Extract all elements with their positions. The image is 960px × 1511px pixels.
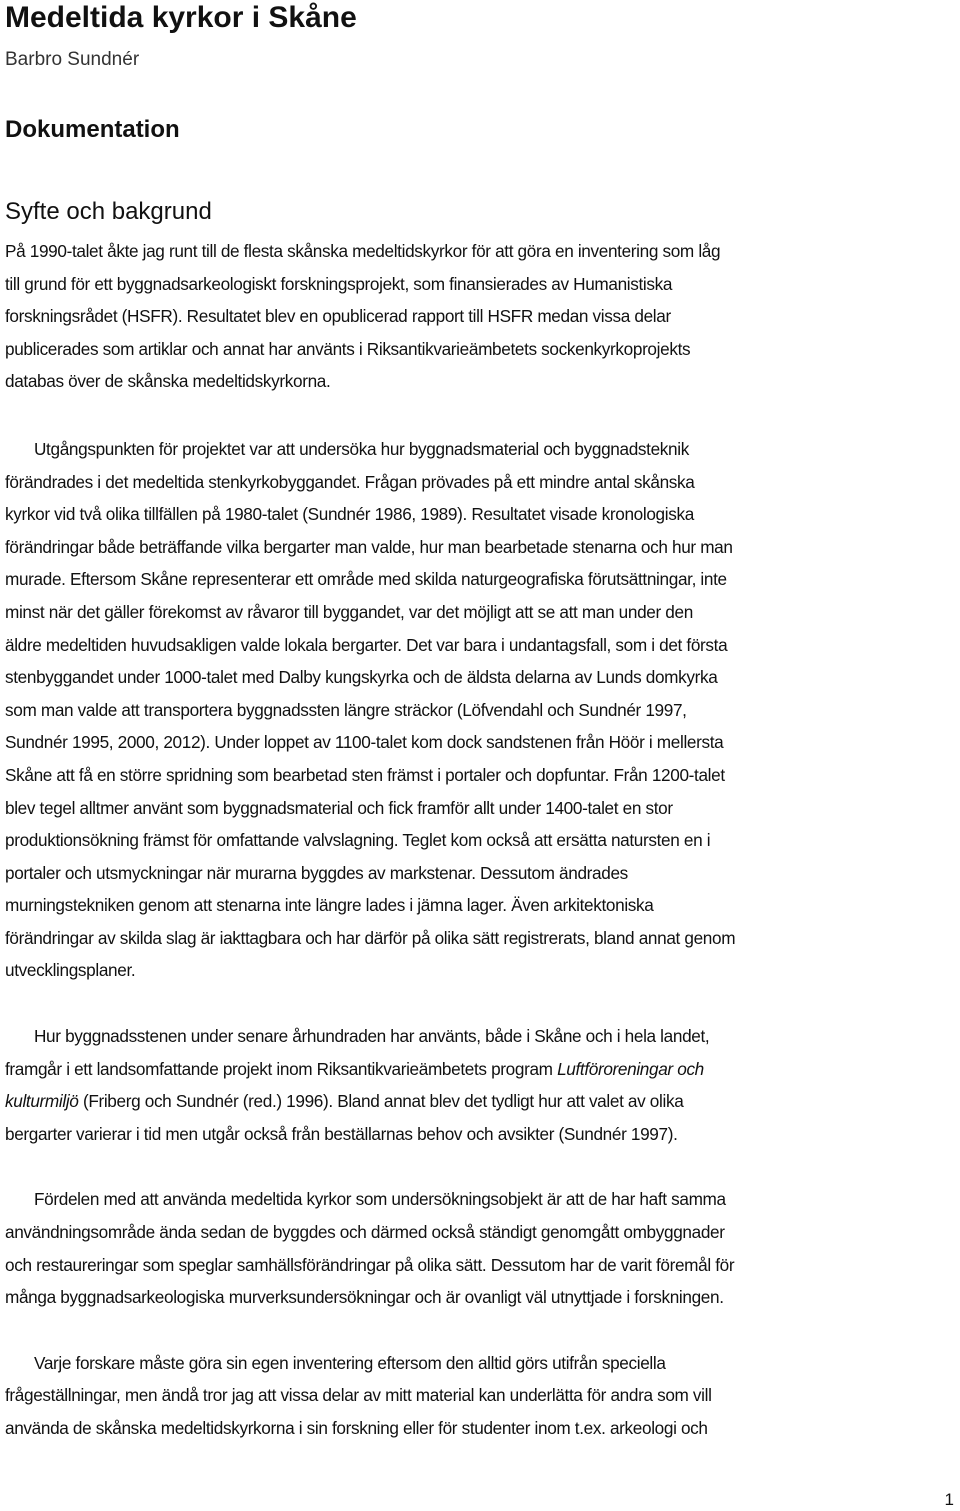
paragraph-line: databas över de skånska medeltidskyrkorna. <box>5 371 331 392</box>
paragraph-line: utvecklingsplaner. <box>5 960 136 981</box>
paragraph-line: produktionsökning främst för omfattande valvslagning. Teglet kom också att ersätta natursten en i <box>5 830 711 851</box>
paragraph-line <box>5 1085 955 1118</box>
paragraph-line: många byggnadsarkeologiska murverksundersökningar och är ovanligt väl utnyttjade i forskningen. <box>5 1287 724 1308</box>
paragraph-line: publicerades som artiklar och annat har använts i Riksantikvarieämbetets sockenkyrkoprojekts <box>5 338 691 359</box>
paragraph-line: blev tegel alltmer använt som byggnadsmaterial och fick framför allt under 1400-talet en stor <box>5 797 673 818</box>
paragraph-line: förändrades i det medeltida stenkyrkobyggandet. Frågan prövades på ett mindre antal skånska <box>5 471 695 492</box>
section-heading: Dokumentation <box>5 116 180 143</box>
paragraph-line: förändringar av skilda slag är iakttagbara och har därför på olika sätt registrerats, bland annat genom <box>5 927 736 948</box>
paragraph-line <box>5 1053 955 1086</box>
paragraph-line: minst när det gäller förekomst av råvaror till byggandet, var det möjligt att se att man under den <box>5 601 693 622</box>
paragraph-line: forskningsrådet (HSFR). Resultatet blev en opublicerad rapport till HSFR medan vissa delar <box>5 306 671 327</box>
paragraph-line: använda de skånska medeltidskyrkorna i sin forskning eller för studenter inom t.ex. arkeologi och <box>5 1418 708 1438</box>
author-name: Barbro Sundnér <box>5 49 140 70</box>
paragraph-4 <box>5 1183 955 1313</box>
paragraph-line: Skåne att få en större spridning som bearbetad sten främst i portaler och dopfuntar. Från 1200-talet <box>5 764 725 785</box>
program-title-italic: Luftföroreningar och <box>557 1058 704 1079</box>
paragraph-line: äldre medeltiden huvudsakligen valde lokala bergarter. Det var bara i undantagsfall, som i det första <box>5 634 728 655</box>
paragraph-line: Hur byggnadsstenen under senare århundraden har använts, både i Skåne och i hela landet, <box>34 1026 710 1047</box>
document-page <box>5 0 955 1445</box>
paragraph-line: kyrkor vid två olika tillfällen på 1980-talet (Sundnér 1986, 1989). Resultatet visade kronologiska <box>5 504 694 525</box>
paragraph-line: murade. Eftersom Skåne representerar ett område med skilda naturgeografiska förutsättningar, inte <box>5 569 727 590</box>
paragraph-line: användningsområde ända sedan de byggdes och därmed också ständigt genomgått ombyggnader <box>5 1222 725 1243</box>
document-title: Medeltida kyrkor i Skåne <box>5 1 357 34</box>
paragraph-2 <box>5 433 955 987</box>
paragraph-line: frågeställningar, men ändå tror jag att vissa delar av mitt material kan underlätta för andra som vill <box>5 1385 712 1406</box>
paragraph-3 <box>5 1020 955 1150</box>
paragraph-text: framgår i ett landsomfattande projekt inom Riksantikvarieämbetets program <box>5 1058 558 1079</box>
paragraph-text: (Friberg och Sundnér (red.) 1996). Bland annat blev det tydligt hur att valet av olika <box>78 1091 684 1112</box>
paragraph-line: stenbyggandet under 1000-talet med Dalby kungskyrka och de äldsta delarna av Lunds domkyrka <box>5 667 718 688</box>
paragraph-line: Utgångspunkten för projektet var att undersöka hur byggnadsmaterial och byggnadsteknik <box>34 438 689 459</box>
paragraph-line: som man valde att transportera byggnadssten längre sträckor (Löfvendahl och Sundnér 1997, <box>5 699 687 720</box>
paragraph-line: Varje forskare måste göra sin egen inventering eftersom den alltid görs utifrån speciella <box>34 1352 666 1373</box>
paragraph-line: Fördelen med att använda medeltida kyrkor som undersökningsobjekt är att de har haft samma <box>34 1189 726 1210</box>
paragraph-line: portaler och utsmyckningar när murarna byggdes av markstenar. Dessutom ändrades <box>5 862 628 883</box>
page-number: 1 <box>944 1490 954 1509</box>
paragraph-line: till grund för ett byggnadsarkeologiskt forskningsprojekt, som finansierades av Humanistiska <box>5 273 673 294</box>
paragraph-line: och restaureringar som speglar samhällsförändringar på olika sätt. Dessutom har de varit föremål för <box>5 1254 735 1275</box>
subsection-heading: Syfte och bakgrund <box>5 198 212 225</box>
program-title-italic: kulturmiljö <box>5 1091 79 1112</box>
paragraph-1 <box>5 235 955 398</box>
paragraph-line: murningstekniken genom att stenarna inte längre lades i jämna lager. Även arkitektoniska <box>5 895 654 916</box>
paragraph-line: På 1990-talet åkte jag runt till de flesta skånska medeltidskyrkor för att göra en inventering som låg <box>5 241 721 261</box>
paragraph-5 <box>5 1347 955 1445</box>
paragraph-line: förändringar både beträffande vilka bergarter man valde, hur man bearbetade stenarna och hur man <box>5 536 733 557</box>
paragraph-line: Sundnér 1995, 2000, 2012). Under loppet av 1100-talet kom dock sandstenen från Höör i mellersta <box>5 732 724 753</box>
paragraph-line: bergarter varierar i tid men utgår också från beställarnas behov och avsikter (Sundnér 1997). <box>5 1123 678 1144</box>
